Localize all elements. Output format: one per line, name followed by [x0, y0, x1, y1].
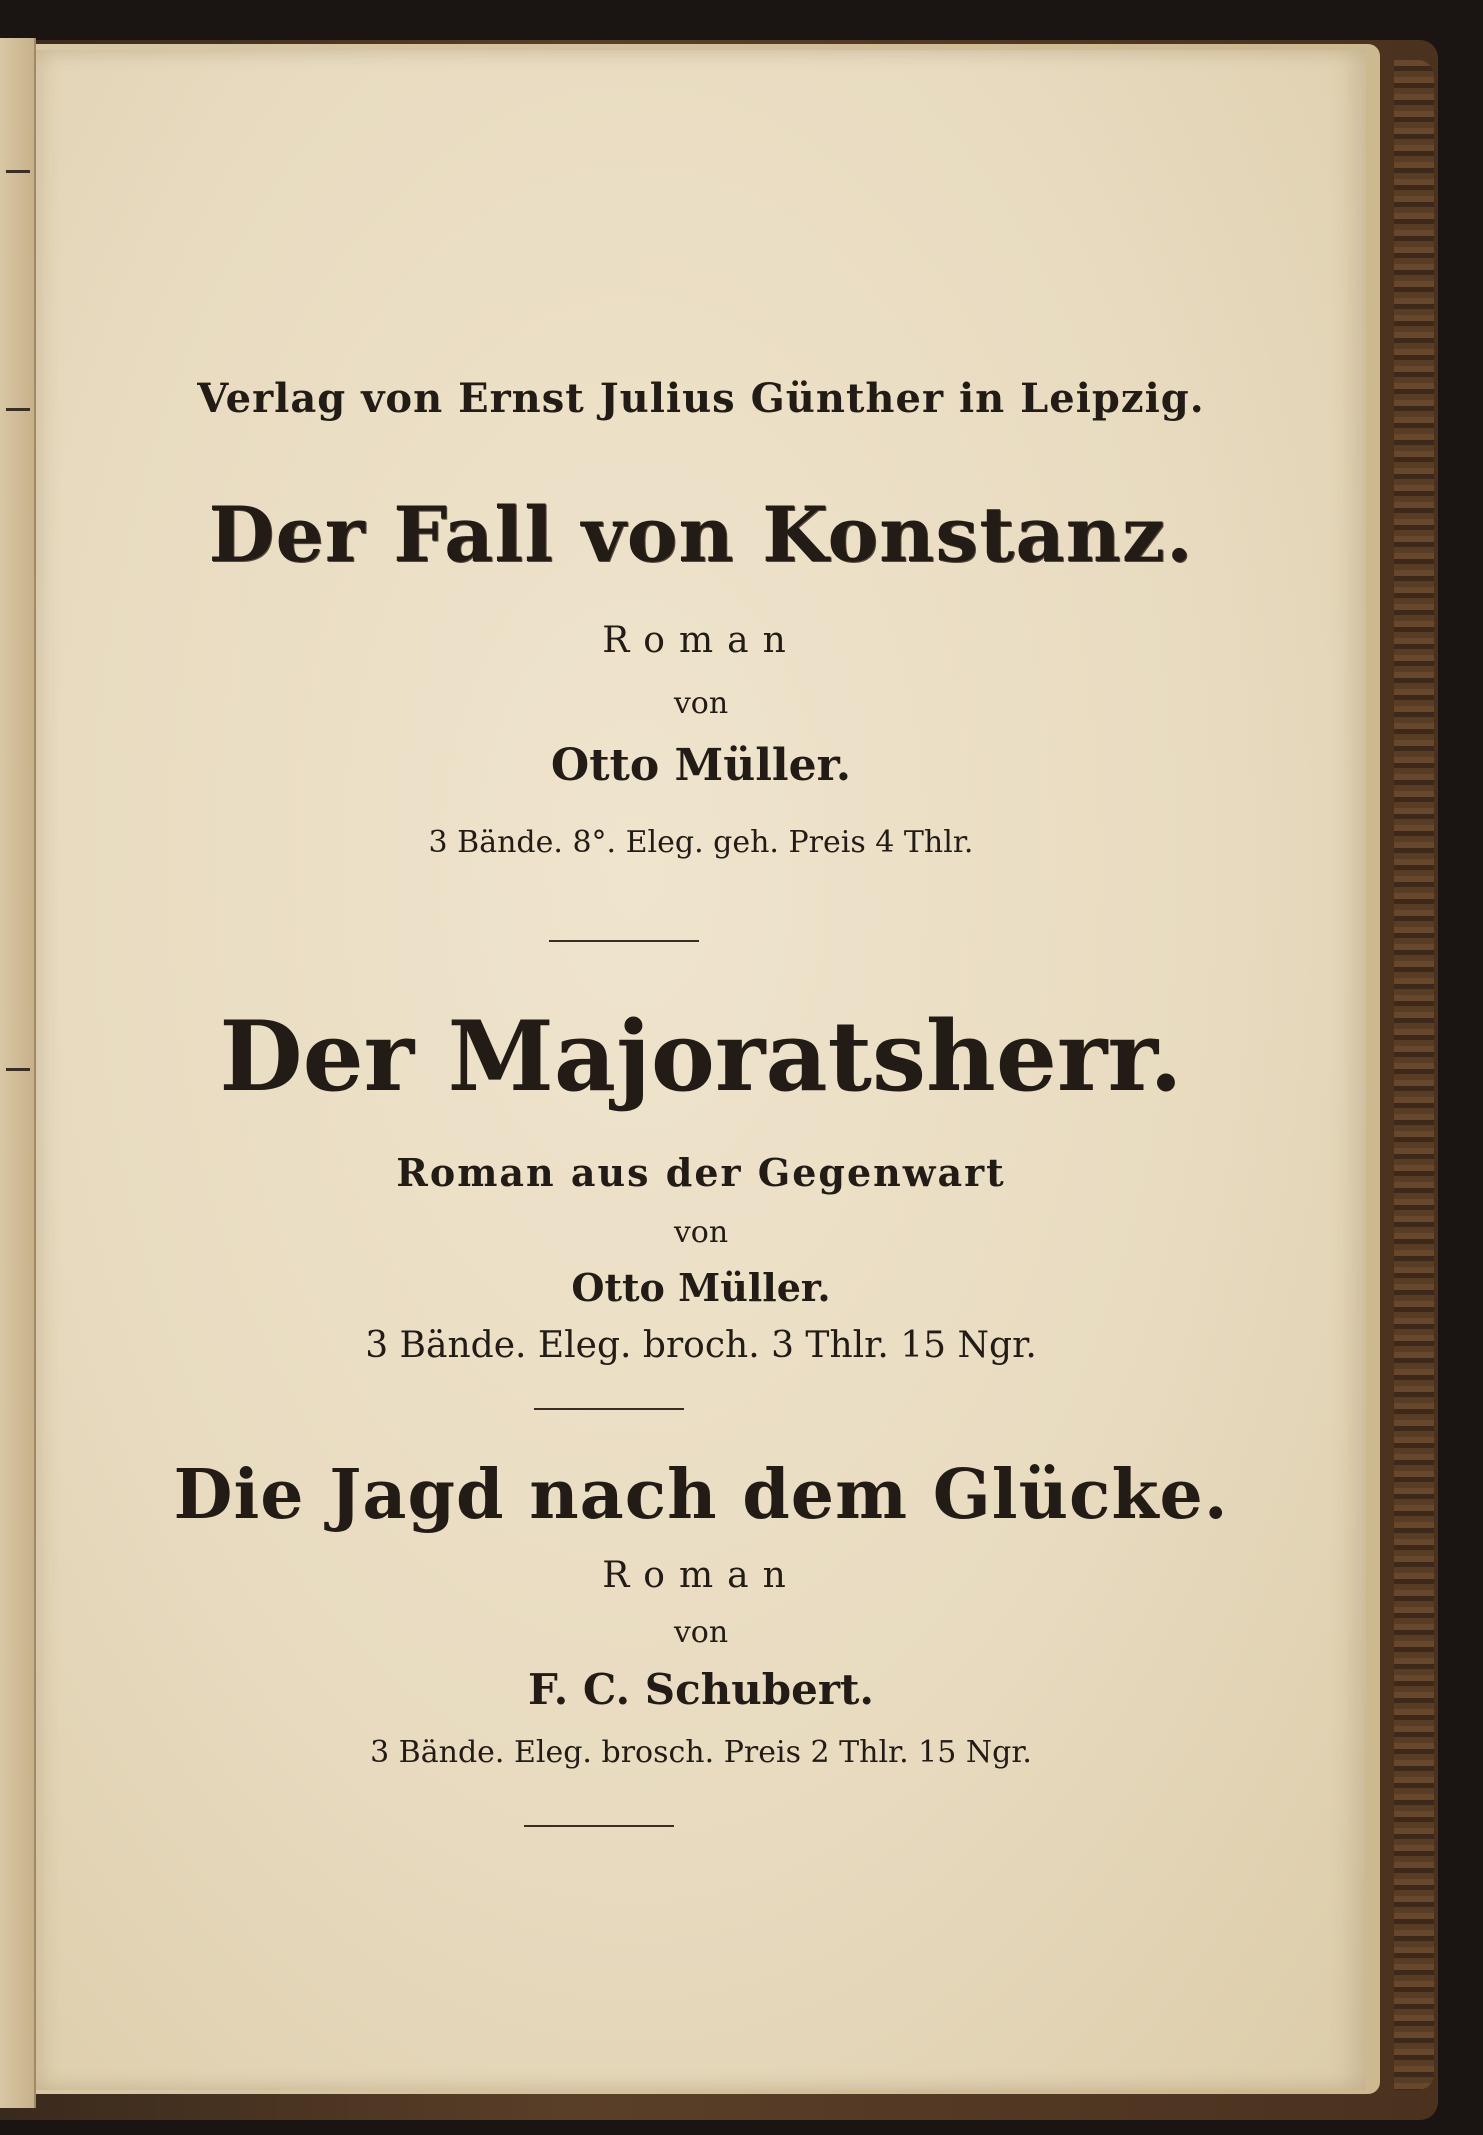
book-1-by: von — [673, 686, 729, 721]
left-page-edge — [0, 38, 36, 2108]
book-3-title: Die Jagd nach dem Glücke. — [173, 1455, 1229, 1535]
book-1-details: 3 Bände. 8°. Eleg. geh. Preis 4 Thlr. — [428, 825, 974, 860]
book-1-subtitle: Roman — [602, 620, 800, 661]
binding-mark — [6, 1068, 30, 1071]
book-1-title: Der Fall von Konstanz. — [208, 490, 1194, 579]
book-2-author: Otto Müller. — [571, 1265, 831, 1310]
book-1-author: Otto Müller. — [550, 740, 852, 791]
book-2-title: Der Majoratsherr. — [219, 1000, 1183, 1113]
book-3-author: F. C. Schubert. — [528, 1665, 874, 1714]
book-2-by: von — [673, 1215, 729, 1250]
binding-mark — [6, 408, 30, 411]
section-divider — [534, 1408, 684, 1410]
book-3-subtitle: Roman — [602, 1555, 800, 1596]
section-divider — [524, 1825, 674, 1827]
section-divider — [549, 940, 699, 942]
book-3-details: 3 Bände. Eleg. brosch. Preis 2 Thlr. 15 Ngr. — [370, 1735, 1032, 1770]
book-2-details: 3 Bände. Eleg. broch. 3 Thlr. 15 Ngr. — [365, 1325, 1037, 1366]
publisher-line: Verlag von Ernst Julius Günther in Leipzig. — [197, 375, 1205, 422]
book-3-by: von — [673, 1615, 729, 1650]
book-2-subtitle: Roman aus der Gegenwart — [396, 1150, 1006, 1195]
advertisement-page — [36, 50, 1366, 2090]
binding-mark — [6, 170, 30, 173]
